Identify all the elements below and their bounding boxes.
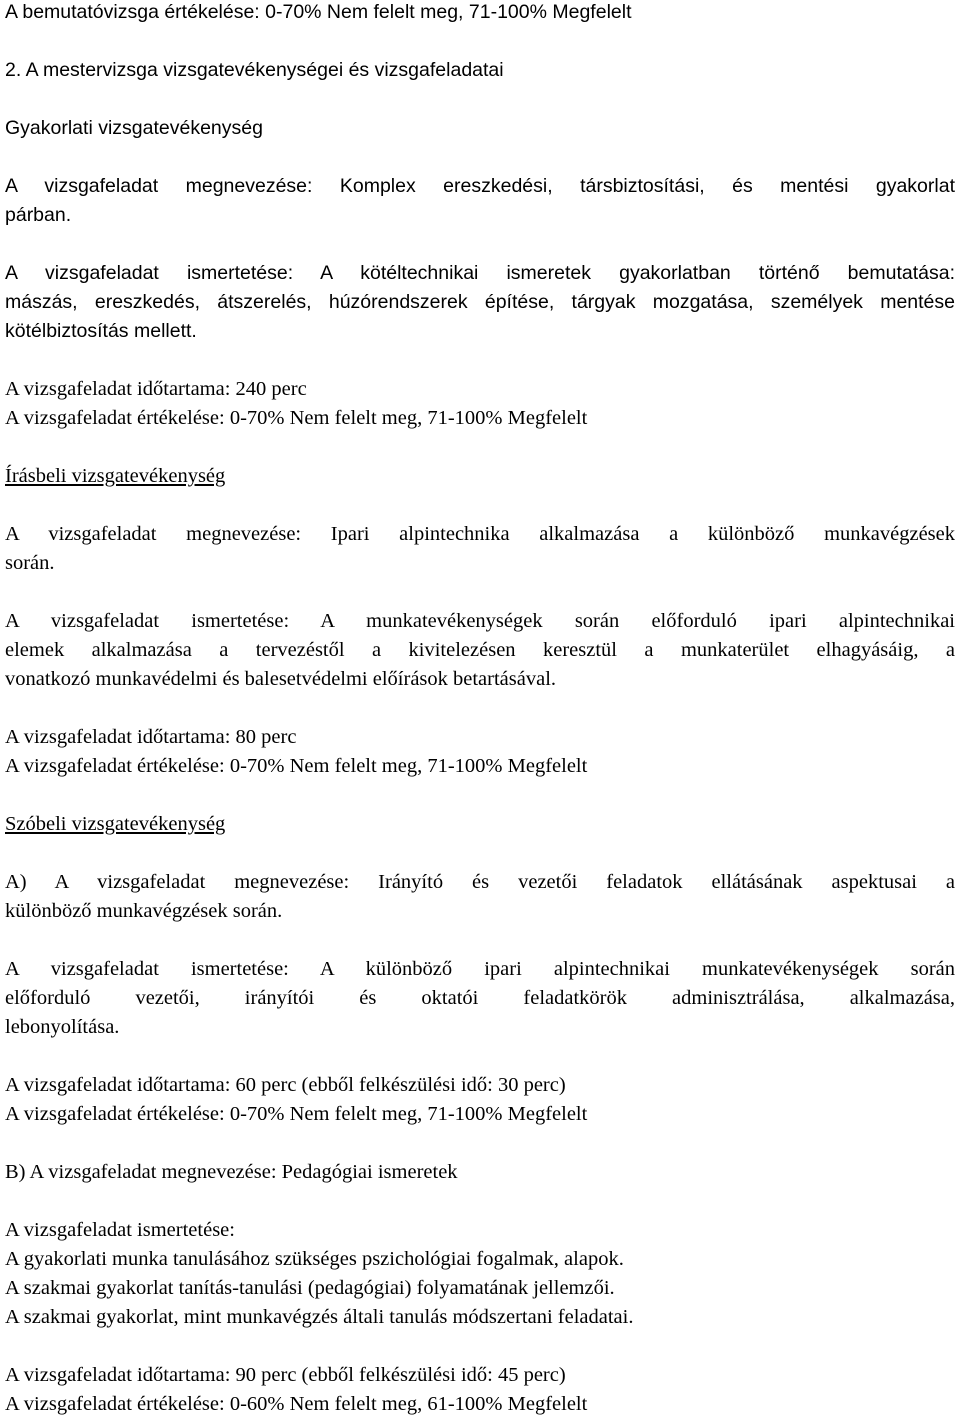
written-task-name: A vizsgafeladat megnevezése: Ipari alpintechnika alkalmazása a különböző munkavégzések xyxy=(5,523,955,545)
subsection-heading-practical: Gyakorlati vizsgatevékenység xyxy=(5,117,263,139)
practical-task-description-end: kötélbiztosítás mellett. xyxy=(5,320,197,342)
section-heading: 2. A mestervizsga vizsgatevékenységei és vizsgafeladatai xyxy=(5,59,504,81)
oral-a-task-name-cont: különböző munkavégzések során. xyxy=(5,900,283,922)
oral-a-duration: A vizsgafeladat időtartama: 60 perc (ebből felkészülési idő: 30 perc) xyxy=(5,1074,566,1096)
written-task-name-cont: során. xyxy=(5,552,55,574)
written-duration: A vizsgafeladat időtartama: 80 perc xyxy=(5,726,297,748)
oral-b-task-name: B) A vizsgafeladat megnevezése: Pedagógiai ismeretek xyxy=(5,1161,458,1183)
practical-duration: A vizsgafeladat időtartama: 240 perc xyxy=(5,378,307,400)
oral-b-topic-2: A szakmai gyakorlat tanítás-tanulási (pedagógiai) folyamatának jellemzői. xyxy=(5,1277,615,1299)
oral-b-topic-1: A gyakorlati munka tanulásához szükséges pszichológiai fogalmak, alapok. xyxy=(5,1248,624,1270)
subsection-heading-oral: Szóbeli vizsgatevékenység xyxy=(5,813,226,835)
oral-a-evaluation: A vizsgafeladat értékelése: 0-70% Nem felelt meg, 71-100% Megfelelt xyxy=(5,1103,588,1125)
oral-b-topic-3: A szakmai gyakorlat, mint munkavégzés általi tanulás módszertani feladatai. xyxy=(5,1306,634,1328)
oral-b-duration: A vizsgafeladat időtartama: 90 perc (ebből felkészülési idő: 45 perc) xyxy=(5,1364,566,1386)
written-task-description: A vizsgafeladat ismertetése: A munkatevékenységek során előforduló ipari alpintechnikai xyxy=(5,610,955,632)
oral-a-task-name: A) A vizsgafeladat megnevezése: Irányító és vezetői feladatok ellátásának aspektusai a xyxy=(5,871,955,893)
oral-a-task-description: A vizsgafeladat ismertetése: A különböző ipari alpintechnikai munkatevékenységek során xyxy=(5,958,955,980)
demo-exam-evaluation: A bemutatóvizsga értékelése: 0-70% Nem felelt meg, 71-100% Megfelelt xyxy=(5,1,632,23)
oral-b-task-description-label: A vizsgafeladat ismertetése: xyxy=(5,1219,235,1241)
oral-b-evaluation: A vizsgafeladat értékelése: 0-60% Nem felelt meg, 61-100% Megfelelt xyxy=(5,1393,588,1415)
oral-a-task-description-end: lebonyolítása. xyxy=(5,1016,120,1038)
subsection-heading-written: Írásbeli vizsgatevékenység xyxy=(5,465,226,487)
practical-task-description: A vizsgafeladat ismertetése: A kötéltechnikai ismeretek gyakorlatban történő bemutatása: xyxy=(5,262,955,284)
practical-task-name-cont: párban. xyxy=(5,204,72,226)
practical-evaluation: A vizsgafeladat értékelése: 0-70% Nem felelt meg, 71-100% Megfelelt xyxy=(5,407,588,429)
practical-task-name: A vizsgafeladat megnevezése: Komplex ereszkedési, társbiztosítási, és mentési gyakorlat xyxy=(5,175,955,197)
written-evaluation: A vizsgafeladat értékelése: 0-70% Nem felelt meg, 71-100% Megfelelt xyxy=(5,755,588,777)
written-task-description-end: vonatkozó munkavédelmi és balesetvédelmi előírások betartásával. xyxy=(5,668,557,690)
practical-task-description-cont: mászás, ereszkedés, átszerelés, húzórendszerek építése, tárgyak mozgatása, személyek mentése xyxy=(5,291,955,313)
oral-a-task-description-cont: előforduló vezetői, irányítói és oktatói feladatkörök adminisztrálása, alkalmazása, xyxy=(5,987,955,1009)
written-task-description-cont: elemek alkalmazása a tervezéstől a kivitelezésen keresztül a munkaterület elhagyásáig, a xyxy=(5,639,955,661)
